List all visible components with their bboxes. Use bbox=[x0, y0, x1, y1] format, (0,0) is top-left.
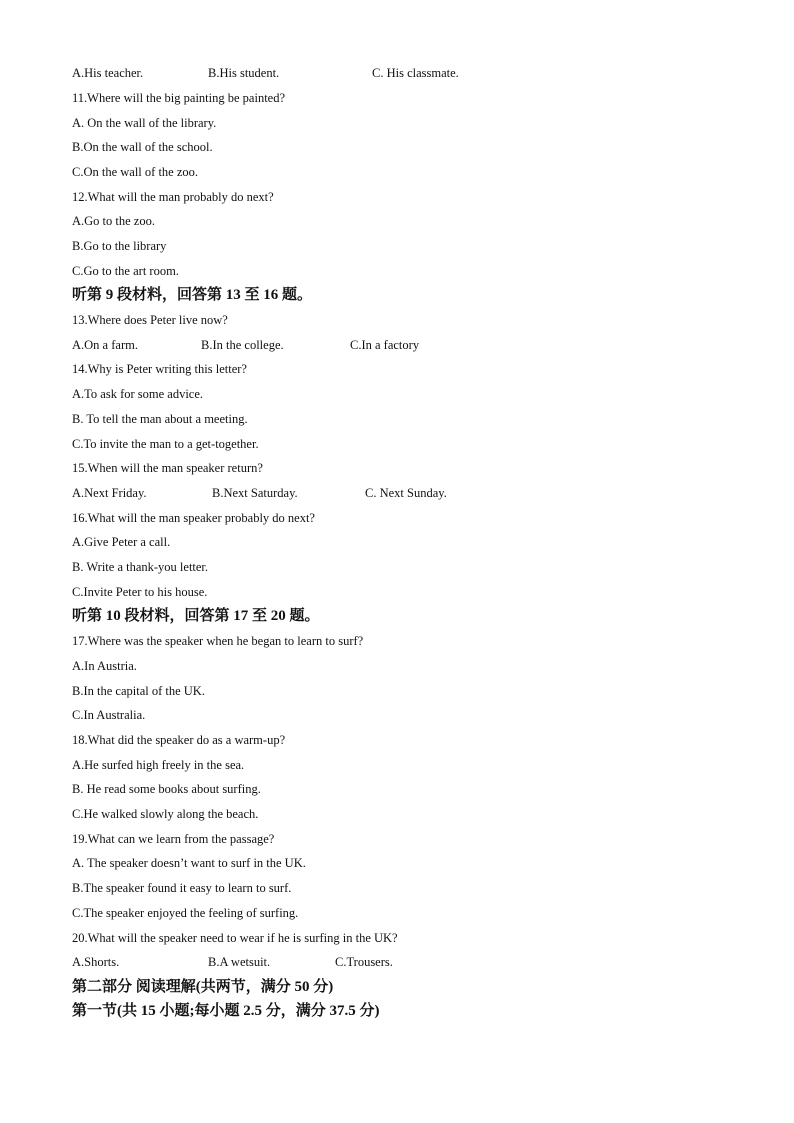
q11-question: 11.Where will the big painting be painted? bbox=[72, 91, 286, 105]
q17-option-c: C.In Australia. bbox=[72, 708, 146, 722]
q17-question: 17.Where was the speaker when he began to learn to surf? bbox=[72, 634, 364, 648]
q19-option-b: B.The speaker found it easy to learn to surf. bbox=[72, 881, 292, 895]
q18-option-b: B. He read some books about surfing. bbox=[72, 782, 261, 796]
q19-option-a: A. The speaker doesn’t want to surf in the UK. bbox=[72, 856, 306, 870]
q20-option-b: B.A wetsuit. bbox=[208, 955, 271, 969]
q20-question: 20.What will the speaker need to wear if he is surfing in the UK? bbox=[72, 931, 398, 945]
q14-option-b: B. To tell the man about a meeting. bbox=[72, 412, 248, 426]
q14-question: 14.Why is Peter writing this letter? bbox=[72, 362, 247, 376]
q14-option-a: A.To ask for some advice. bbox=[72, 387, 204, 401]
section-9-heading: 听第 9 段材料，回答第 13 至 16 题。 bbox=[72, 287, 313, 303]
q19-option-c: C.The speaker enjoyed the feeling of surfing. bbox=[72, 906, 299, 920]
q12-question: 12.What will the man probably do next? bbox=[72, 190, 274, 204]
q11-option-a: A. On the wall of the library. bbox=[72, 116, 217, 130]
q15-option-b: B.Next Saturday. bbox=[212, 486, 298, 500]
q10-option-a: A.His teacher. bbox=[72, 66, 144, 80]
q10-option-c: C. His classmate. bbox=[372, 66, 459, 80]
q18-question: 18.What did the speaker do as a warm-up? bbox=[72, 733, 286, 747]
section-10-heading: 听第 10 段材料，回答第 17 至 20 题。 bbox=[72, 608, 320, 624]
q20-option-a: A.Shorts. bbox=[72, 955, 120, 969]
q17-option-a: A.In Austria. bbox=[72, 659, 137, 673]
q18-option-c: C.He walked slowly along the beach. bbox=[72, 807, 259, 821]
q15-question: 15.When will the man speaker return? bbox=[72, 461, 263, 475]
q20-option-c: C.Trousers. bbox=[335, 955, 393, 969]
q18-option-a: A.He surfed high freely in the sea. bbox=[72, 758, 245, 772]
q19-question: 19.What can we learn from the passage? bbox=[72, 832, 275, 846]
q13-question: 13.Where does Peter live now? bbox=[72, 313, 228, 327]
part-2-heading: 第二部分 阅读理解(共两节，满分 50 分) bbox=[72, 979, 334, 995]
q12-option-c: C.Go to the art room. bbox=[72, 264, 179, 278]
q15-option-a: A.Next Friday. bbox=[72, 486, 147, 500]
q11-option-b: B.On the wall of the school. bbox=[72, 140, 213, 154]
q15-option-c: C. Next Sunday. bbox=[365, 486, 447, 500]
q12-option-a: A.Go to the zoo. bbox=[72, 214, 155, 228]
part-2-section-1-heading: 第一节(共 15 小题;每小题 2.5 分，满分 37.5 分) bbox=[72, 1003, 380, 1019]
q16-option-c: C.Invite Peter to his house. bbox=[72, 585, 208, 599]
q13-option-b: B.In the college. bbox=[201, 338, 284, 352]
q11-option-c: C.On the wall of the zoo. bbox=[72, 165, 199, 179]
q16-option-b: B. Write a thank-you letter. bbox=[72, 560, 209, 574]
q13-option-a: A.On a farm. bbox=[72, 338, 138, 352]
q16-question: 16.What will the man speaker probably do next? bbox=[72, 511, 315, 525]
q13-option-c: C.In a factory bbox=[350, 338, 420, 352]
q14-option-c: C.To invite the man to a get-together. bbox=[72, 437, 259, 451]
q17-option-b: B.In the capital of the UK. bbox=[72, 684, 205, 698]
q16-option-a: A.Give Peter a call. bbox=[72, 535, 171, 549]
q10-option-b: B.His student. bbox=[208, 66, 280, 80]
q12-option-b: B.Go to the library bbox=[72, 239, 167, 253]
